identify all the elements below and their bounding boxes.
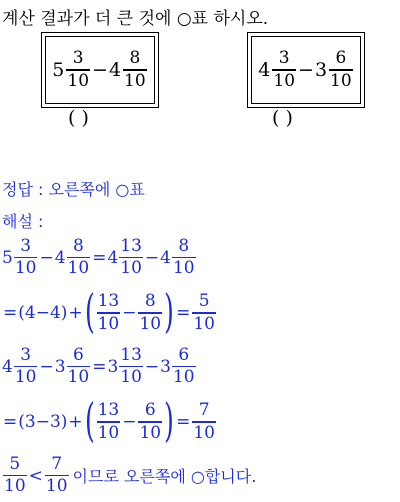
fraction: $\frac{3}{10}$ bbox=[273, 48, 296, 91]
solution-line-3: 4 $\frac{3}{10}$ − 3 $\frac{6}{10}$ = 3 $\frac{13}{10}$ − 3 $\frac{6}{10}$ bbox=[2, 345, 195, 388]
minus-sign: − bbox=[92, 59, 108, 81]
fraction: $\frac{3}{10}$ bbox=[14, 345, 37, 388]
solution-line-5: $\frac{5}{10}$ < $\frac{7}{10}$ 이므로 오른쪽에 ○합니다. bbox=[4, 454, 257, 497]
minus-sign: − bbox=[298, 59, 314, 81]
fraction: $\frac{13}{10}$ bbox=[120, 236, 142, 279]
fraction: $\frac{5}{10}$ bbox=[193, 291, 215, 334]
fraction: $\frac{5}{10}$ bbox=[4, 454, 26, 497]
fraction: $\frac{8}{10}$ bbox=[172, 236, 195, 279]
fraction: $\frac{7}{10}$ bbox=[45, 454, 68, 497]
fraction: $\frac{6}{10}$ bbox=[139, 400, 162, 443]
solution-line-2: = (4−4) + ( $\frac{13}{10}$ − $\frac{8}{10}$ ) = $\frac{5}{10}$ bbox=[3, 284, 215, 338]
answer-value: 오른쪽에 ○표 bbox=[48, 180, 145, 199]
answer-blank-left[interactable]: ( ) bbox=[68, 107, 89, 129]
fraction: $\frac{3}{10}$ bbox=[14, 236, 37, 279]
fraction: $\frac{3}{10}$ bbox=[67, 48, 90, 91]
whole-number: 5 bbox=[52, 59, 65, 81]
whole-number: 4 bbox=[258, 59, 271, 81]
fraction: $\frac{8}{10}$ bbox=[139, 291, 162, 334]
fraction: $\frac{13}{10}$ bbox=[120, 345, 142, 388]
solution-line-1: 5 $\frac{3}{10}$ − 4 $\frac{8}{10}$ = 4 $\frac{13}{10}$ − 4 $\frac{8}{10}$ bbox=[2, 236, 195, 279]
question-text: 계산 결과가 더 큰 것에 ○표 하시오. bbox=[2, 9, 269, 29]
fraction: $\frac{6}{10}$ bbox=[172, 345, 195, 388]
conclusion-text: 이므로 오른쪽에 ○합니다. bbox=[72, 467, 257, 487]
fraction: $\frac{6}{10}$ bbox=[67, 345, 90, 388]
fraction: $\frac{8}{10}$ bbox=[67, 236, 90, 279]
problem-box-left bbox=[41, 32, 159, 108]
problem-box-right bbox=[247, 32, 365, 108]
fraction: $\frac{13}{10}$ bbox=[97, 291, 120, 334]
explanation-label: 해설 : bbox=[2, 212, 44, 231]
fraction: $\frac{8}{10}$ bbox=[124, 48, 146, 91]
fraction: $\frac{7}{10}$ bbox=[193, 400, 215, 443]
fraction: $\frac{6}{10}$ bbox=[330, 48, 352, 91]
whole-number: 3 bbox=[314, 59, 328, 81]
solution-line-4: = (3−3) + ( $\frac{13}{10}$ − $\frac{6}{10}$ ) = $\frac{7}{10}$ bbox=[3, 393, 215, 447]
answer-blank-right[interactable]: ( ) bbox=[272, 107, 293, 129]
answer-line bbox=[2, 177, 145, 200]
fraction: $\frac{13}{10}$ bbox=[97, 400, 120, 443]
answer-label: 정답 : bbox=[2, 180, 44, 199]
whole-number: 4 bbox=[108, 59, 122, 81]
